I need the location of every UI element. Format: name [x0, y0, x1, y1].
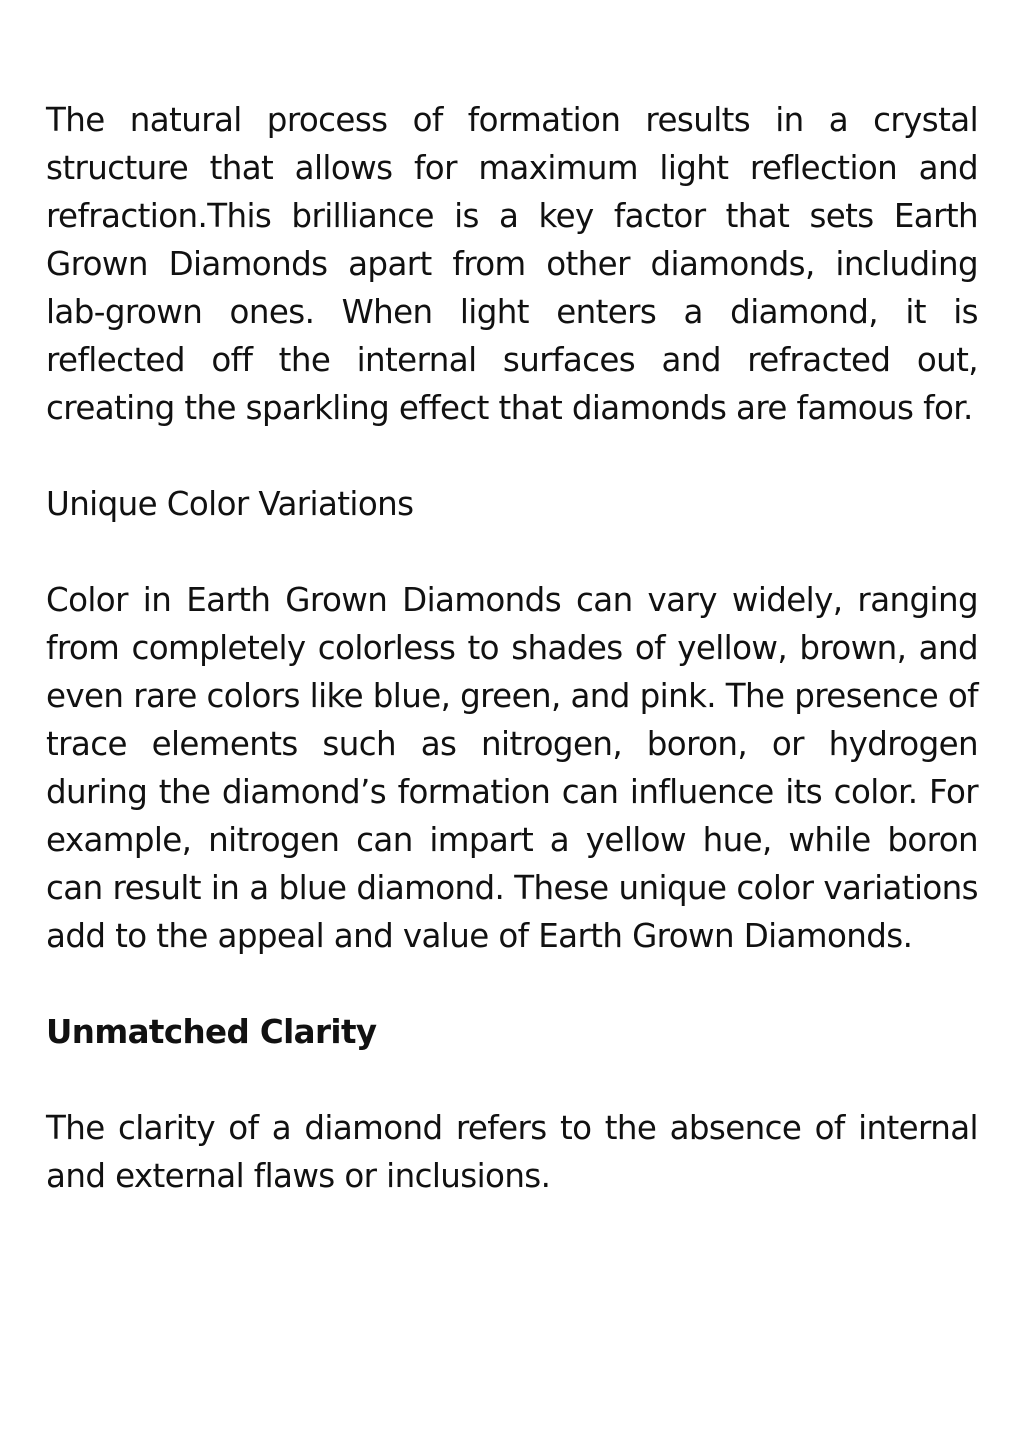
section-heading-color: Unique Color Variations [46, 485, 414, 523]
spacer [46, 1056, 978, 1104]
paragraph-color: Color in Earth Grown Diamonds can vary widely, ranging from completely colorless to shades of yellow, brown, and even rare colors like blue, green, and pink. The presence of trace elements such as nitrogen, boron, or hydrogen during the diamond’s formation can influence its color. For example, nitrogen can impart a yellow hue, while boron can result in a blue diamond. These unique color variations add to the appeal and value of Earth Grown Diamonds. [46, 581, 978, 955]
spacer [46, 960, 978, 1008]
document-body [46, 96, 978, 1200]
paragraph-brilliance: The natural process of formation results in a crystal structure that allows for maximum light reflection and refraction.This brilliance is a key factor that sets Earth Grown Diamonds apart from other diamonds, including lab-grown ones. When light enters a diamond, it is reflected off the internal surfaces and refracted out, creating the sparkling effect that diamonds are famous for. [46, 101, 978, 427]
paragraph-clarity: The clarity of a diamond refers to the absence of internal and external flaws or inclusions. [46, 1109, 978, 1195]
spacer [46, 432, 978, 480]
spacer [46, 528, 978, 576]
section-heading-clarity: Unmatched Clarity [46, 1013, 377, 1051]
